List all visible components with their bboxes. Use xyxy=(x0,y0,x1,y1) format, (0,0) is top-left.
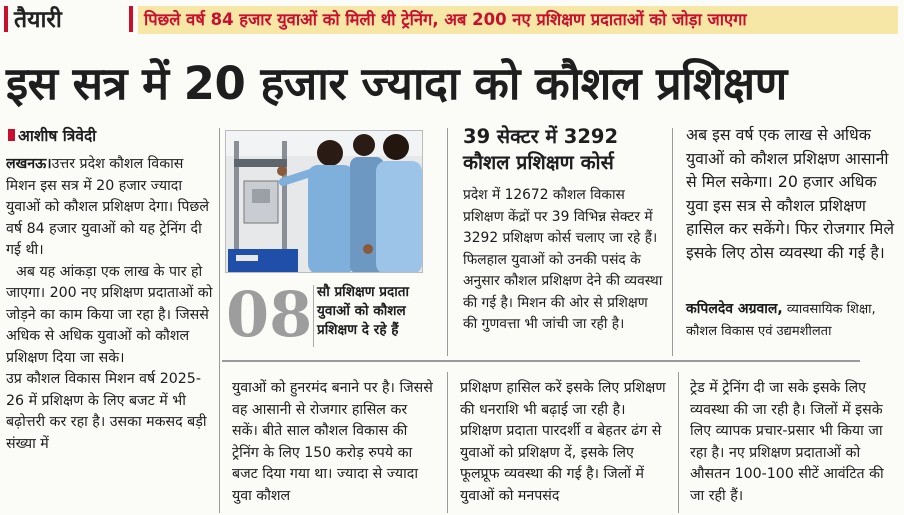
kicker-accent-bar xyxy=(4,6,8,32)
article-column-3: प्रशिक्षण हासिल करें इसके लिए प्रशिक्षण की धनराशि भी बढ़ाई जा रही है। प्रशिक्षण प्रदाता पारदर्शी व बेहतर ढंग से युवाओं को प्रशिक्षण दें, इसके लिए फूलप्रूफ व्यवस्था की गई है। जिलों में युवाओं को मनपसंद xyxy=(460,380,666,504)
paragraph-2: अब यह आंकड़ा एक लाख के पार हो जाएगा। 200 नए प्रशिक्षण प्रदाताओं को जोड़ने का काम किया जा रहा है। जिससे अधिक से अधिक युवाओं को कौशल प्रशिक्षण दिया जा सके। xyxy=(6,263,213,366)
sidebar-body: प्रदेश में 12672 कौशल विकास प्रशिक्षण केंद्रों पर 39 विभिन्न सेक्टर में 3292 प्रशिक्षण कोर्स चलाए जा रहे हैं। फिलहाल युवाओं को उनकी पसंद के अनुसार कौशल प्रशिक्षण देने की व्यवस्था की गई है। मिशन की ओर से प्रशिक्षण की गुणवत्ता भी जांची जा रही है। xyxy=(463,187,663,332)
quote-role: व्यावसायिक शिक्षा, कौशल विकास एवं उद्यमशीलता xyxy=(686,302,876,339)
news-photo xyxy=(225,130,423,273)
column-divider xyxy=(447,128,448,356)
column-divider xyxy=(678,372,679,513)
column-divider xyxy=(219,128,220,513)
sidebar-title: 39 सेक्टर में 3292 कौशल प्रशिक्षण कोर्स xyxy=(463,125,619,174)
article-column-4: ट्रेड में ट्रेनिंग दी जा सके इसके लिए व्यवस्था की जा रही है। जिलों में इसके लिए व्यापक प्रचार-प्रसार भी किया जा रहा है। नए प्रशिक्षण प्रदाताओं को औसतन 100-100 सीटें आवंटित की जा रही हैं। xyxy=(690,380,884,504)
byline-marker xyxy=(8,129,15,141)
strap-accent-bar xyxy=(129,6,133,32)
minister-quote: अब इस वर्ष एक लाख से अधिक युवाओं को कौशल प्रशिक्षण आसानी से मिल सकेगा। 20 हजार अधिक युवा इस सत्र से कौशल प्रशिक्षण हासिल कर सकेंगे। फिर रोजगार मिले इसके लिए ठोस व्यवस्था की गई है। xyxy=(686,125,895,262)
headline: इस सत्र में 20 हजार ज्यादा को कौशल प्रशिक्षण xyxy=(6,57,787,110)
section-kicker: तैयारी xyxy=(14,7,62,33)
paragraph-3: उप्र कौशल विकास मिशन वर्ष 2025-26 में प्रशिक्षण के लिए बजट में भी बढ़ोत्तरी कर रहा है। उसका मकसद बड़ी संख्या में xyxy=(6,371,207,452)
column-divider xyxy=(447,372,448,513)
training-lab-photo xyxy=(226,131,423,273)
byline: आशीष त्रिवेदी xyxy=(18,127,97,145)
quote-name: कपिलदेव अग्रवाल, xyxy=(686,301,783,317)
column-divider xyxy=(672,128,673,356)
quote-attribution xyxy=(686,298,896,343)
article-column-2: युवाओं को हुनरमंद बनाने पर है। जिससे वह आसानी से रोजगार हासिल कर सकें। बीते साल कौशल विकास की ट्रेनिंग के लिए 150 करोड़ रुपये का बजट दिया गया था। ज्यादा से ज्यादा युवा कौशल xyxy=(232,380,433,504)
dateline: लखनऊ। xyxy=(6,156,52,172)
callout-divider xyxy=(313,285,314,347)
callout-number: 08 xyxy=(226,278,313,351)
paragraph-1: लखनऊ।उत्तर प्रदेश कौशल विकास मिशन इस सत्र में 20 हजार ज्यादा युवाओं को कौशल प्रशिक्षण देगा। पिछले वर्ष 84 हजार युवाओं को यह ट्रेनिंग दी गई थी। xyxy=(6,156,209,258)
section-divider xyxy=(222,360,860,362)
strapline: पिछले वर्ष 84 हजार युवाओं को मिली थी ट्रेनिंग, अब 200 नए प्रशिक्षण प्रदाताओं को जोड़ा जाएगा xyxy=(138,6,898,34)
callout-text: सौ प्रशिक्षण प्रदाता युवाओं को कौशल प्रशिक्षण दे रहे हैं xyxy=(317,284,409,338)
article-column-1 xyxy=(6,154,214,512)
